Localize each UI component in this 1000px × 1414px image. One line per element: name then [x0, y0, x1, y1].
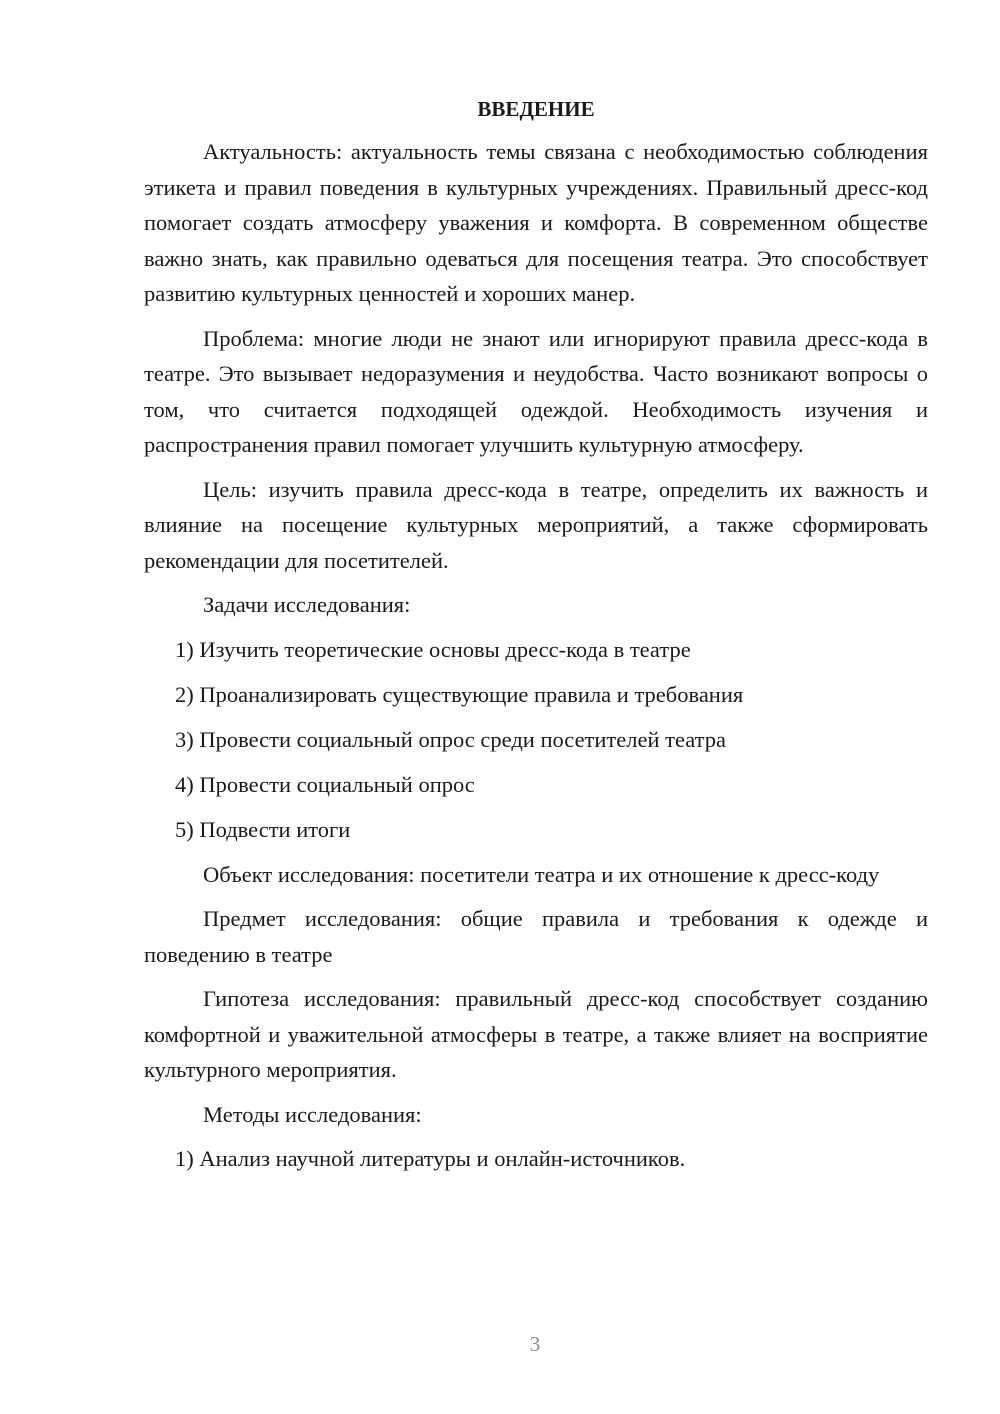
list-item: 5) Подвести итоги — [175, 816, 351, 842]
subject-paragraph: Предмет исследования: общие правила и требования к одежде и поведению в театре — [144, 906, 928, 967]
page-content — [144, 92, 928, 1186]
list-item: 2) Проанализировать существующие правила и требования — [175, 681, 744, 707]
methods-list — [144, 1141, 928, 1177]
methods-title: Методы исследования: — [203, 1101, 422, 1127]
hypothesis-paragraph: Гипотеза исследования: правильный дресс-код способствует созданию комфортной и уважительной атмосферы в театре, а также влияет на восприятие культурного мероприятия. — [144, 986, 928, 1082]
relevance-paragraph: Актуальность: актуальность темы связана с необходимостью соблюдения этикета и правил поведения в культурных учреждениях. Правильный дресс-код помогает создать атмосферу уважения и комфорта. В современном обществе важно знать, как правильно одеваться для посещения театра. Это способствует развитию культурных ценностей и хороших манер. — [144, 139, 928, 306]
goal-paragraph: Цель: изучить правила дресс-кода в театре, определить их важность и влияние на посещение культурных мероприятий, а также сформировать рекомендации для посетителей. — [144, 476, 928, 573]
tasks-list — [144, 632, 928, 848]
list-item: 1) Изучить теоретические основы дресс-кода в театре — [175, 636, 691, 662]
problem-paragraph: Проблема: многие люди не знают или игнорируют правила дресс-кода в театре. Это вызывает недоразумения и неудобства. Часто возникают вопросы о том, что считается подходящей одеждой. Необходимость изучения и распространения правил помогает улучшить культурную атмосферу. — [144, 325, 928, 457]
tasks-title: Задачи исследования: — [203, 592, 411, 617]
page-number: 3 — [529, 1332, 541, 1356]
list-item: 4) Провести социальный опрос — [175, 771, 475, 797]
list-item: 3) Провести социальный опрос среди посетителей театра — [175, 726, 726, 752]
list-item: 1) Анализ научной литературы и онлайн-источников. — [175, 1146, 686, 1171]
page-heading: ВВЕДЕНИЕ — [477, 97, 595, 121]
object-paragraph: Объект исследования: посетители театра и их отношение к дресс-коду — [203, 861, 880, 887]
